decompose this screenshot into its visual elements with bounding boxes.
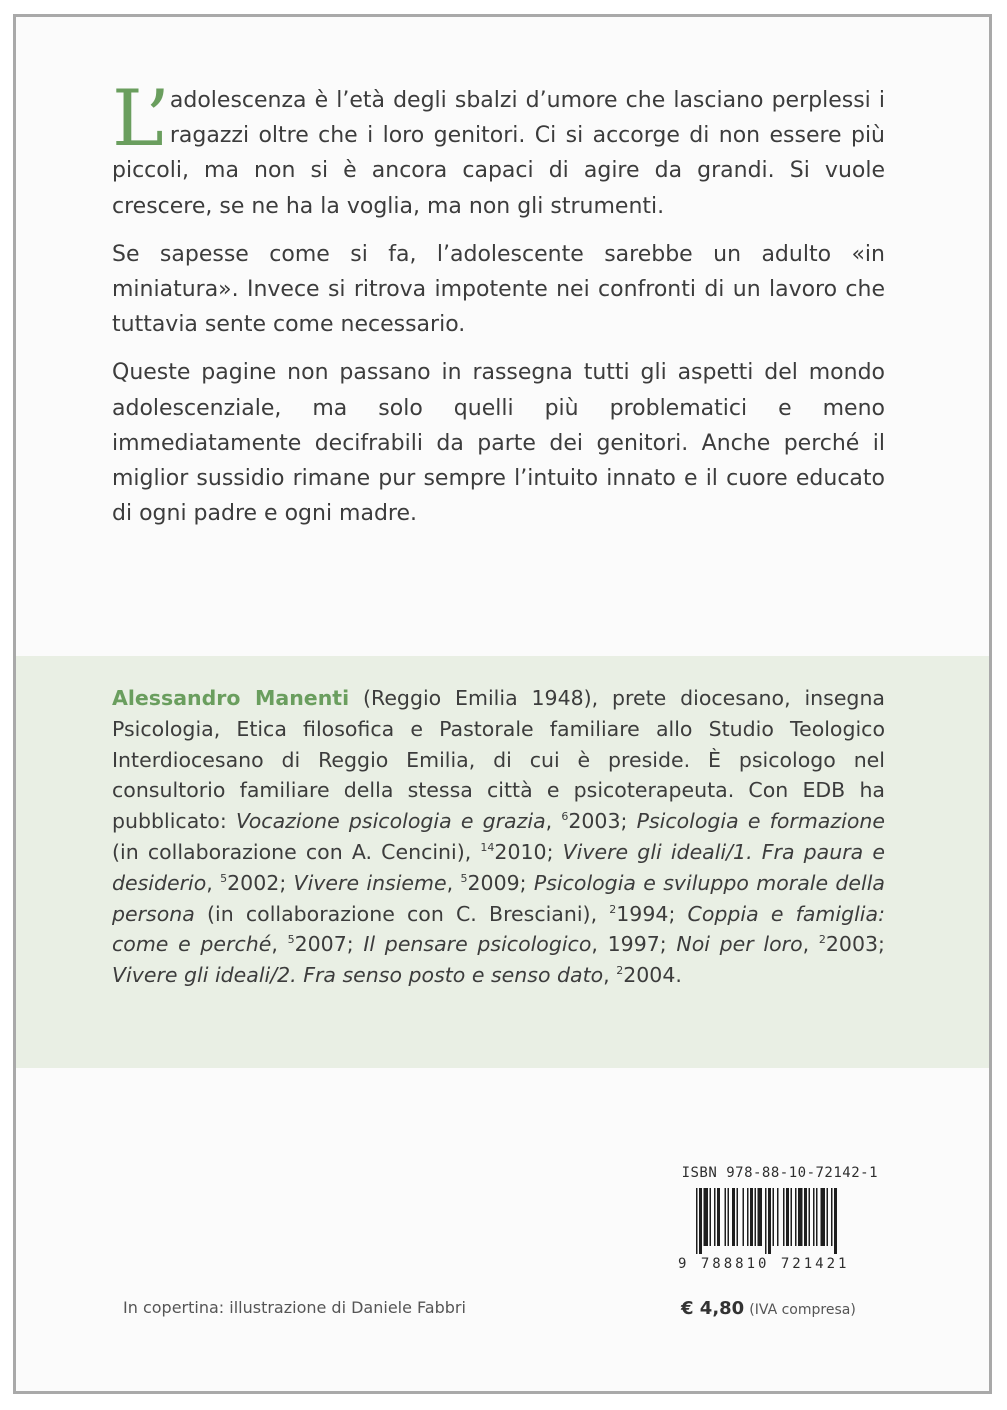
price: [681, 1298, 856, 1319]
barcode-bar: [813, 1188, 815, 1246]
barcode-bars: [678, 1188, 878, 1254]
work-year: 2002: [227, 870, 280, 895]
barcode-bar: [758, 1188, 763, 1246]
work-title: Il pensare psicologico: [363, 932, 592, 957]
barcode-digits: 9 788810 721421: [678, 1256, 850, 1272]
barcode-bar: [791, 1188, 793, 1246]
work-edition: 2: [609, 902, 617, 916]
barcode-bar: [809, 1188, 811, 1246]
barcode-bar: [696, 1188, 698, 1254]
barcode-bar: [773, 1188, 775, 1246]
barcode-bar: [831, 1188, 833, 1246]
barcode-bar: [795, 1188, 797, 1246]
work-title: Vivere gli ideali/2. Fra senso posto e senso dato: [112, 963, 604, 988]
barcode-bar: [717, 1188, 720, 1246]
work-title: Vivere gli ideali/1. Fra paura e desiderio: [112, 839, 885, 895]
work-title: Noi per loro: [676, 932, 803, 957]
work-edition: 5: [220, 871, 228, 885]
work-edition: 2: [818, 933, 826, 947]
barcode-bar: [768, 1188, 771, 1254]
barcode: [678, 1188, 878, 1272]
work-item: Il pensare psicologico, 1997;: [363, 932, 677, 957]
barcode-bar: [827, 1188, 829, 1246]
work-title: Psicologia e sviluppo morale della persona: [112, 870, 885, 926]
work-item: Vivere gli ideali/1. Fra paura e desiderio, $^5$2002;: [112, 839, 885, 895]
work-year: 2003: [568, 809, 621, 834]
barcode-bar: [755, 1188, 757, 1246]
barcode-bar: [786, 1188, 789, 1246]
barcode-bar: [699, 1188, 702, 1254]
barcode-bar: [821, 1188, 826, 1246]
work-item: Vocazione psicologia e grazia, $^6$2003;: [235, 809, 637, 834]
price-amount: € 4,80: [681, 1298, 745, 1319]
work-year: 2003: [825, 932, 879, 957]
barcode-bar: [765, 1188, 767, 1254]
barcode-bar: [743, 1188, 745, 1246]
blurb: [112, 74, 885, 544]
work-edition: 6: [561, 810, 569, 824]
barcode-bar: [750, 1188, 753, 1246]
work-item: Noi per loro, $^2$2003;: [676, 932, 885, 957]
work-item: Vivere insieme, $^5$2009;: [293, 870, 534, 895]
work-year: 2004: [623, 963, 676, 988]
cover-credit: In copertina: illustrazione di Daniele Fabbri: [123, 1298, 466, 1317]
work-note: (in collaborazione con C. Bresciani): [194, 901, 591, 926]
work-year: 2007: [294, 932, 347, 957]
work-edition: 5: [287, 933, 295, 947]
barcode-bar: [834, 1188, 837, 1254]
work-year: 2009: [467, 870, 520, 895]
barcode-bar: [798, 1188, 803, 1246]
work-edition: 2: [616, 964, 624, 978]
drop-cap: L’: [112, 74, 170, 164]
work-title: Psicologia e formazione: [636, 809, 885, 834]
barcode-block: [678, 1165, 878, 1272]
barcode-bar: [783, 1188, 785, 1246]
barcode-bar: [816, 1188, 818, 1246]
barcode-bar: [747, 1188, 749, 1246]
work-item: Psicologia e formazione (in collaborazione con A. Cencini), $^{14}$2010;: [112, 809, 885, 864]
work-note: (in collaborazione con A. Cencini): [112, 839, 465, 864]
work-edition: 5: [460, 871, 468, 885]
author-bio-intro: (Reggio Emilia 1948), prete diocesano, insegna Psicologia, Etica filosofica e Pastorale familiare allo Studio Teologico Interdiocesano di Reggio Emilia, di cui è preside. È psicologo nel consultorio familiare della stessa città e psicoterapeuta. Con EDB ha pubblicato:: [112, 686, 885, 834]
work-title: Vivere insieme: [293, 870, 447, 895]
work-year: 1997: [607, 932, 660, 957]
barcode-bar: [732, 1188, 735, 1246]
barcode-bar: [725, 1188, 727, 1246]
work-edition: 14: [480, 840, 495, 854]
barcode-bar: [777, 1188, 779, 1246]
work-item: Psicologia e sviluppo morale della persona (in collaborazione con C. Bresciani), $^2$1994;: [112, 870, 885, 926]
blurb-paragraph-1: [112, 74, 885, 224]
barcode-bar: [804, 1188, 807, 1246]
barcode-bar: [714, 1188, 716, 1246]
work-title: Vocazione psicologia e grazia: [235, 809, 546, 834]
blurb-paragraph-2: Se sapesse come si fa, l’adolescente sarebbe un adulto «in miniatura». Invece si ritrova impotente nei confronti di un lavoro che tuttavia sente come necessario.: [112, 241, 885, 338]
work-title: Coppia e famiglia: come e perché: [112, 901, 885, 957]
author-bio: [112, 683, 885, 991]
barcode-bar: [728, 1188, 730, 1246]
barcode-bar: [737, 1188, 739, 1246]
blurb-paragraph-1-text: adolescenza è l’età degli sbalzi d’umore che lasciano perplessi i ragazzi oltre che i loro genitori. Ci si accorge di non essere più piccoli, ma non si è ancora capaci di agire da grandi. Si vuole crescere, se ne ha la voglia, ma non gli strumenti.: [112, 88, 885, 219]
work-year: 2010: [494, 839, 547, 864]
blurb-paragraph-3: Queste pagine non passano in rassegna tutti gli aspetti del mondo adolescenziale, ma solo quelli più problematici e meno immediatamente decifrabili da parte dei genitori. Anche perché il miglior sussidio rimane pur sempre l’intuito innato e il cuore educato di ogni padre e ogni madre.: [112, 360, 885, 527]
price-vat: (IVA compresa): [749, 1302, 856, 1318]
author-name: Alessandro Manenti: [112, 686, 350, 710]
isbn-label: ISBN 978-88-10-72142-1: [681, 1165, 878, 1181]
works-list: [112, 809, 885, 987]
work-year: 1994: [616, 901, 669, 926]
barcode-bar: [704, 1188, 709, 1246]
barcode-bar: [710, 1188, 712, 1246]
work-item: Vivere gli ideali/2. Fra senso posto e senso dato, $^2$2004.: [112, 963, 682, 988]
work-item: Coppia e famiglia: come e perché, $^5$2007;: [112, 901, 885, 957]
